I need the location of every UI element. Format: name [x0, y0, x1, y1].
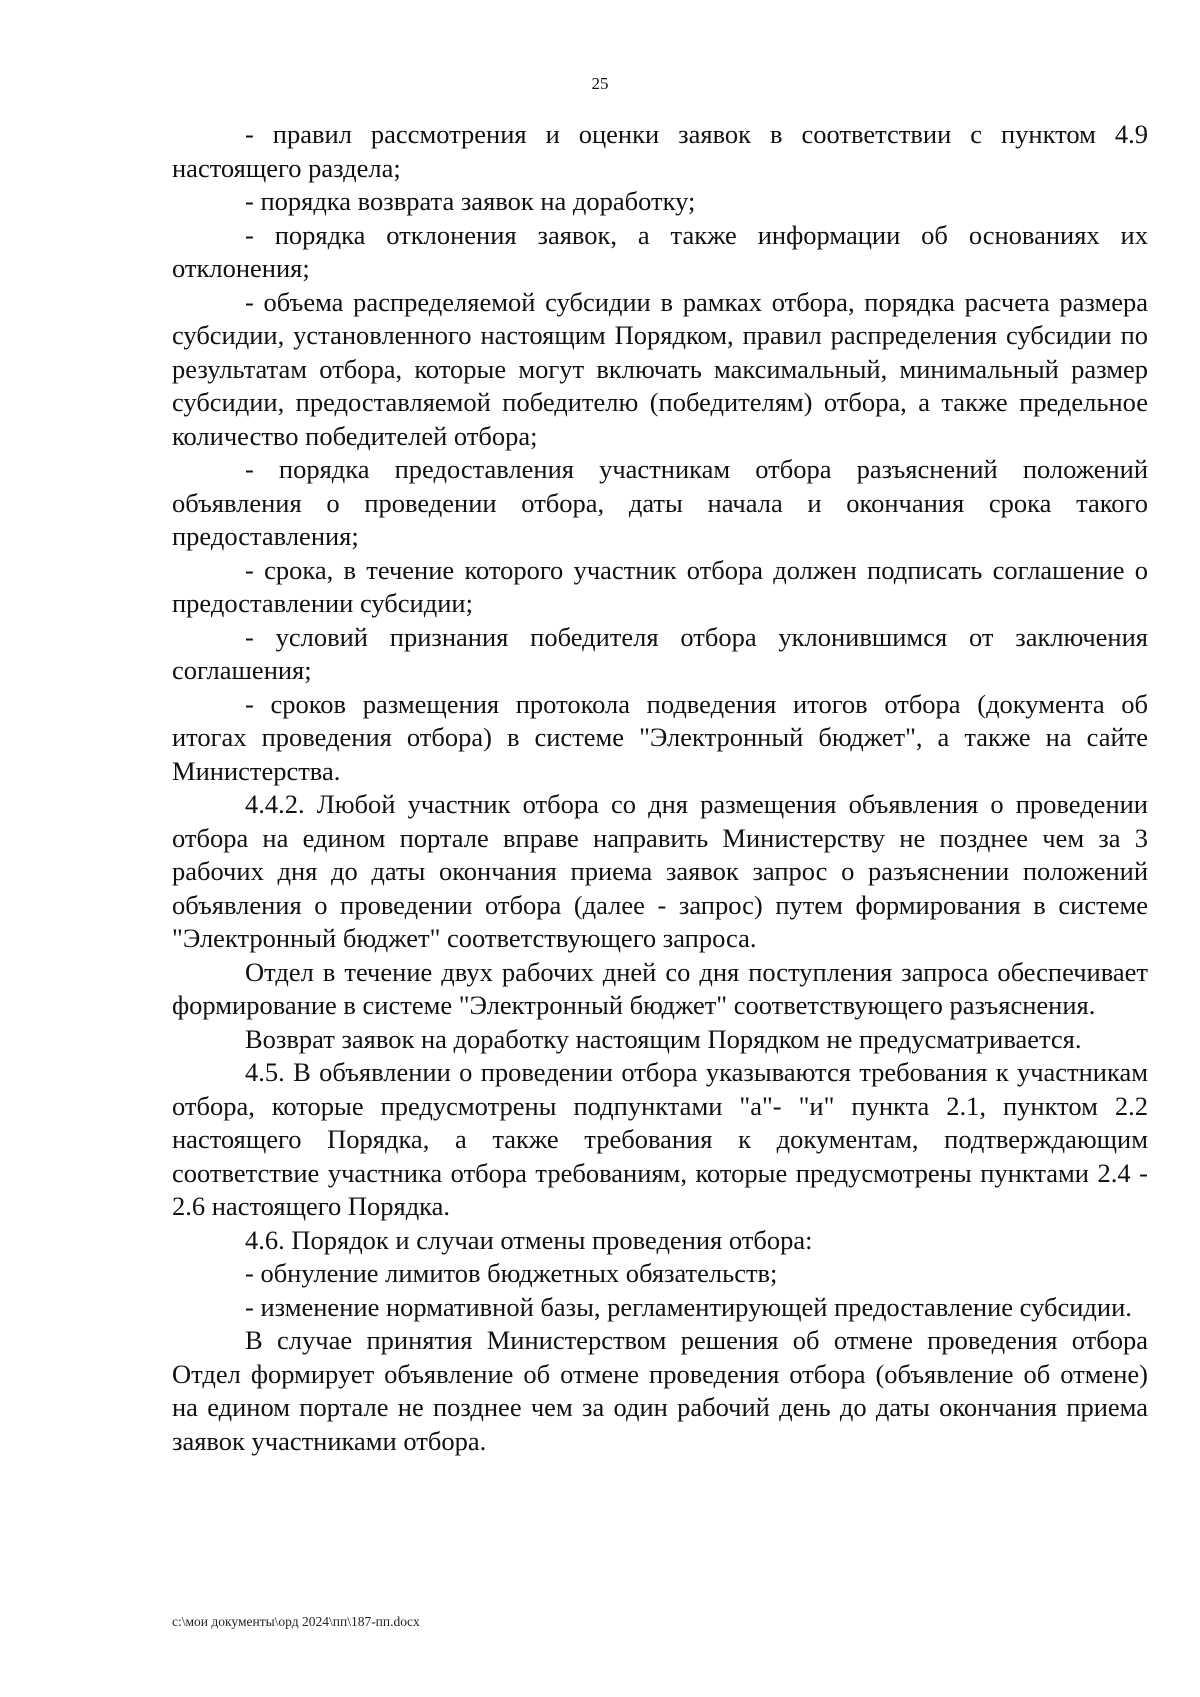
document-body — [172, 118, 1148, 1458]
paragraph-8: - сроков размещения протокола подведения итогов отбора (документа об итогах проведения отбора) в системе "Электронный бюджет", а также на сайте Министерства. — [172, 688, 1148, 786]
paragraph-5: - порядка предоставления участникам отбора разъяснений положений объявления о проведении отбора, даты начала и окончания срока такого предоставления; — [172, 454, 1148, 551]
paragraph-13: 4.6. Порядок и случаи отмены проведения отбора: — [245, 1224, 813, 1255]
paragraph-3: - порядка отклонения заявок, а также информации об основаниях их отклонения; — [172, 219, 1148, 283]
paragraph-7: - условий признания победителя отбора уклонившимся от заключения соглашения; — [172, 621, 1148, 685]
paragraph-1: - правил рассмотрения и оценки заявок в соответствии с пунктом 4.9 настоящего раздела; — [172, 119, 1148, 183]
paragraph-2: - порядка возврата заявок на доработку; — [245, 186, 696, 216]
paragraph-16: В случае принятия Министерством решения об отмене проведения отбора Отдел формирует объявление об отмене проведения отбора (объявление об отмене) на едином портале не позднее чем за один рабочий день до даты окончания приема заявок участниками отбора. — [172, 1325, 1148, 1456]
file-path-footer: c:\мои документы\орд 2024\пп\187-пп.docx — [172, 1614, 420, 1629]
paragraph-15: - изменение нормативной базы, регламентирующей предоставление субсидии. — [245, 1291, 1132, 1322]
paragraph-11: Возврат заявок на доработку настоящим Порядком не предусматривается. — [245, 1023, 1082, 1054]
paragraph-10: Отдел в течение двух рабочих дней со дня поступления запроса обеспечивает формирование в системе "Электронный бюджет" соответствующего разъяснения. — [172, 956, 1148, 1020]
paragraph-4: - объема распределяемой субсидии в рамках отбора, порядка расчета размера субсидии, установленного настоящим Порядком, правил распределения субсидии по результатам отбора, которые могут включать максимальный, минимальный размер субсидии, предоставляемой победителю (победителям) отбора, а также предельное количество победителей отбора; — [172, 286, 1148, 451]
paragraph-6: - срока, в течение которого участник отбора должен подписать соглашение о предоставлении субсидии; — [172, 554, 1148, 618]
page-number: 25 — [591, 74, 609, 93]
paragraph-9: 4.4.2. Любой участник отбора со дня размещения объявления о проведении отбора на едином портале вправе направить Министерству не позднее чем за 3 рабочих дня до даты окончания приема заявок запрос о разъяснении положений объявления о проведении отбора (далее - запрос) путем формирования в системе "Электронный бюджет" соответствующего запроса. — [172, 789, 1148, 953]
paragraph-14: - обнуление лимитов бюджетных обязательств; — [245, 1258, 778, 1288]
paragraph-12: 4.5. В объявлении о проведении отбора указываются требования к участникам отбора, которые предусмотрены подпунктами "а"- "и" пункта 2.1, пунктом 2.2 настоящего Порядка, а также требования к документам, подтверждающим соответствие участника отбора требованиям, которые предусмотрены пунктами 2.4 - 2.6 настоящего Порядка. — [172, 1057, 1148, 1221]
